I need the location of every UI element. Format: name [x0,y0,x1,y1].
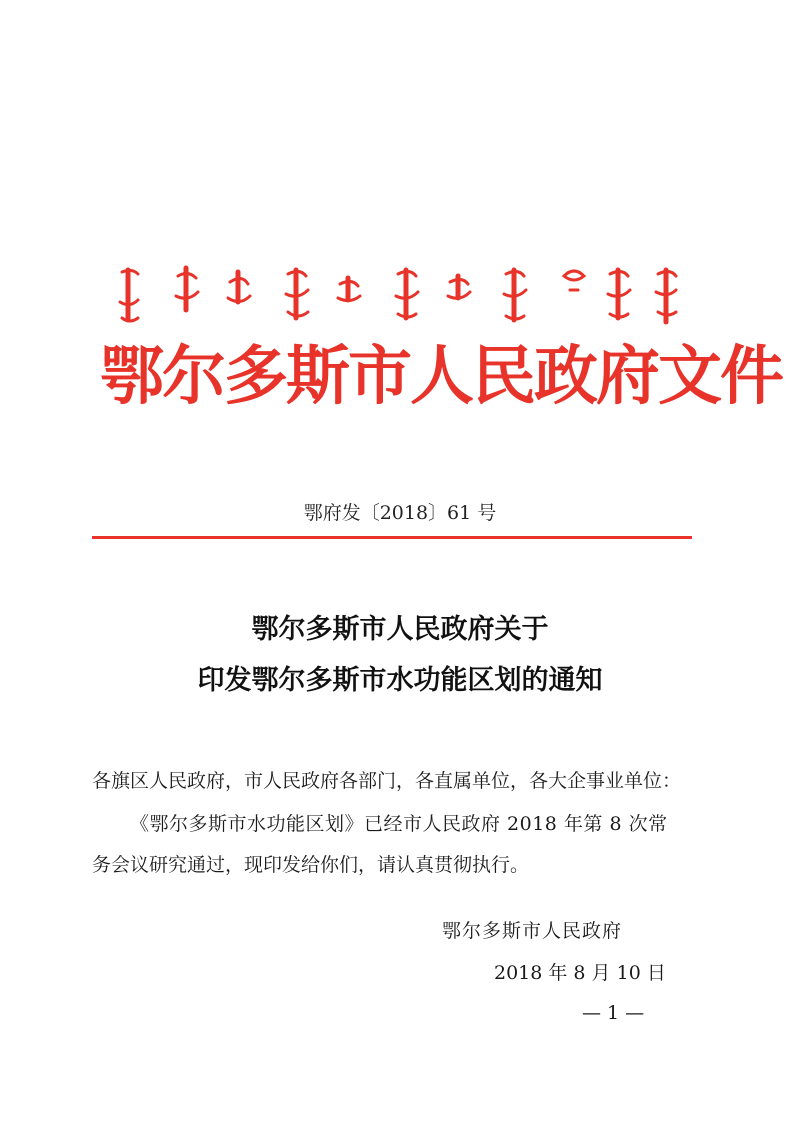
issue-date: 2018 年 8 月 10 日 [494,962,666,984]
red-divider-line [92,536,692,539]
issuer-signature: 鄂尔多斯市人民政府 [442,920,623,942]
mongolian-script-glyphs [118,262,678,328]
page-number: — 1 — [582,1002,645,1024]
body-paragraph-line-2: 务会议研究通过，现印发给你们，请认真贯彻执行。 [92,854,530,876]
notice-title-line-1: 鄂尔多斯市人民政府关于 [251,614,549,645]
document-masthead: 鄂尔多斯市人民政府文件 [100,340,782,414]
notice-title-line-2: 印发鄂尔多斯市水功能区划的通知 [197,665,603,696]
document-number: 鄂府发〔2018〕61 号 [303,502,497,524]
addressee-line: 各旗区人民政府，市人民政府各部门，各直属单位，各大企事业单位： [92,770,682,792]
body-paragraph-line-1: 《鄂尔多斯市水功能区划》已经市人民政府 2018 年第 8 次常 [130,813,668,835]
mongolian-script-header [118,262,678,328]
